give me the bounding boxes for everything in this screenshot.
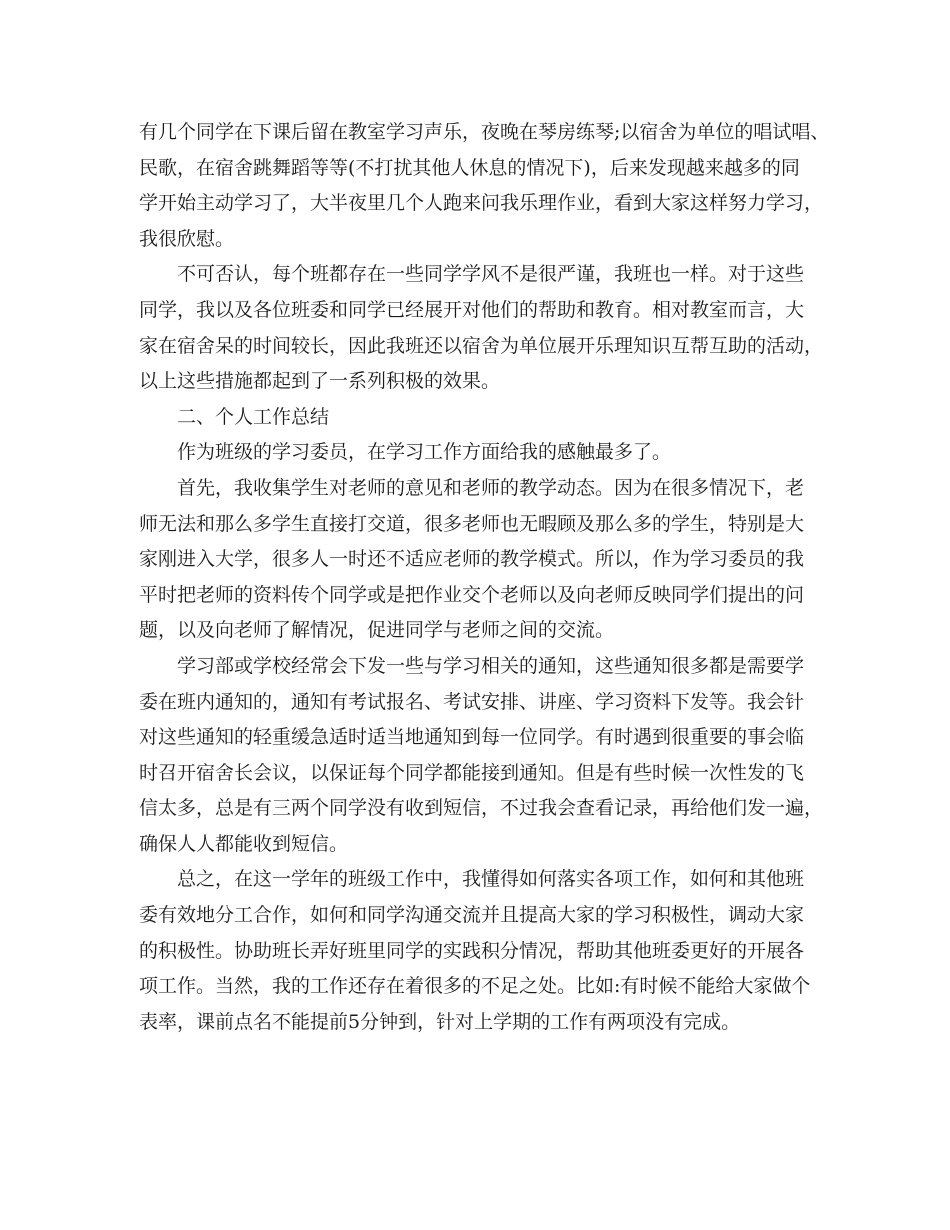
- text-line: 平时把老师的资料传个同学或是把作业交个老师以及向老师反映同学们提出的问: [139, 583, 805, 606]
- text-line: 不可否认，每个班都存在一些同学学风不是很严谨，我班也一样。对于这些: [177, 263, 805, 286]
- text-line: 民歌，在宿舍跳舞蹈等等(不打扰其他人休息的情况下)，后来发现越来越多的同: [139, 156, 800, 179]
- text-line: 信太多，总是有三两个同学没有收到短信，不过我会查看记录，再给他们发一遍，: [139, 797, 824, 820]
- text-line: 我很欣慰。: [139, 227, 235, 250]
- text-line: 委在班内通知的，通知有考试报名、考试安排、讲座、学习资料下发等。我会针: [139, 690, 805, 713]
- text-line: 同学，我以及各位班委和同学已经展开对他们的帮助和教育。相对教室而言，大: [139, 298, 805, 321]
- text-line: 题，以及向老师了解情况，促进同学与老师之间的交流。: [139, 619, 615, 642]
- text-line: 总之，在这一学年的班级工作中，我懂得如何落实各项工作，如何和其他班: [177, 868, 805, 891]
- text-line: 时召开宿舍长会议，以保证每个同学都能接到通知。但是有些时候一次性发的飞: [139, 761, 805, 784]
- text-line: 首先，我收集学生对老师的意见和老师的教学动态。因为在很多情况下，老: [177, 476, 805, 499]
- document-body: [139, 115, 830, 1040]
- text-line: 确保人人都能收到短信。: [139, 832, 349, 855]
- text-line: 委有效地分工合作，如何和同学沟通交流并且提高大家的学习积极性，调动大家: [139, 904, 805, 927]
- text-line: 项工作。当然，我的工作还存在着很多的不足之处。比如:有时候不能给大家做个: [139, 975, 811, 998]
- text-line: 的积极性。协助班长弄好班里同学的实践积分情况，帮助其他班委更好的开展各: [139, 939, 805, 962]
- text-line: 表率，课前点名不能提前5分钟到，针对上学期的工作有两项没有完成。: [139, 1010, 741, 1033]
- text-line: 二、个人工作总结: [177, 405, 330, 428]
- text-line: 有几个同学在下课后留在教室学习声乐，夜晚在琴房练琴;以宿舍为单位的唱试唱、: [139, 121, 830, 143]
- text-line: 以上这些措施都起到了一系列积极的效果。: [139, 370, 501, 393]
- text-line: 师无法和那么多学生直接打交道，很多老师也无暇顾及那么多的学生，特别是大: [139, 512, 805, 535]
- text-line: 学开始主动学习了，大半夜里几个人跑来问我乐理作业，看到大家这样努力学习，: [139, 192, 824, 215]
- text-line: 对这些通知的轻重缓急适时适当地通知到每一位同学。有时遇到很重要的事会临: [139, 726, 805, 749]
- text-line: 家在宿舍呆的时间较长，因此我班还以宿舍为单位展开乐理知识互帮互助的活动，: [139, 334, 824, 357]
- text-line: 作为班级的学习委员，在学习工作方面给我的感触最多了。: [177, 441, 672, 464]
- text-line: 家刚进入大学，很多人一时还不适应老师的教学模式。所以，作为学习委员的我: [139, 548, 805, 571]
- text-line: 学习部或学校经常会下发一些与学习相关的通知，这些通知很多都是需要学: [177, 654, 805, 677]
